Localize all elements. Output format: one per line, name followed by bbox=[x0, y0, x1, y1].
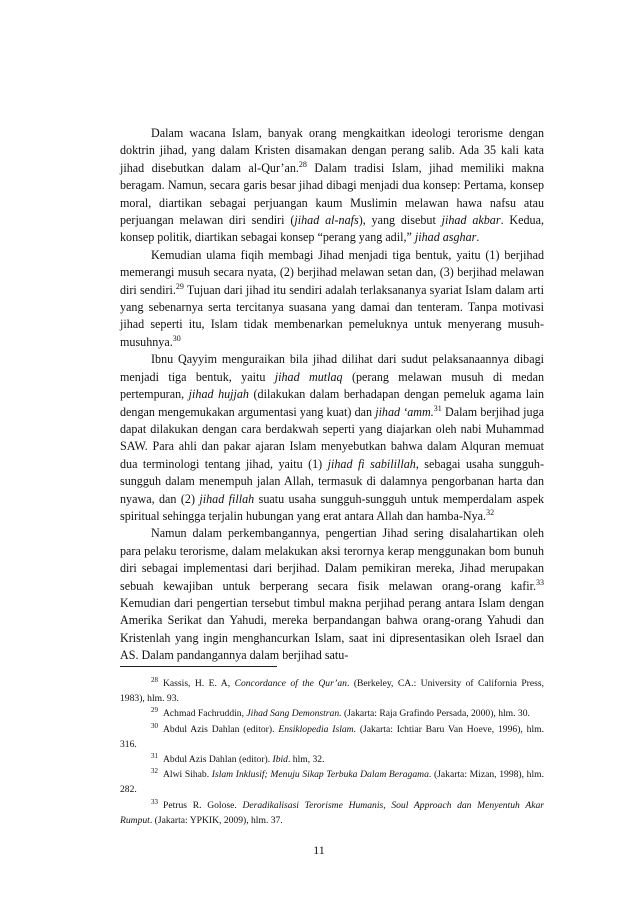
text-run: ), yang disebut bbox=[358, 213, 442, 228]
text-run: Kemudian ulama fiqih membagi Jihad menjadi tiga bentuk, yaitu (1) berjihad memerangi musuh secara nyata, (2) berjihad melawan setan dan, (3) berjihad melawan diri sendiri. bbox=[120, 247, 544, 297]
text-run: Dalam wacana Islam, banyak orang mengkaitkan ideologi terorisme dengan doktrin jihad, yang dalam Kristen disamakan dengan perang salib. Ada 35 kali kata jihad disebutkan dalam al-Qur’an. bbox=[120, 126, 544, 175]
text-run: (Jakarta: Raja Grafindo Persada, 2000), hlm. 30. bbox=[341, 708, 530, 720]
footnote-marker: 29 bbox=[175, 281, 184, 291]
text-run: . hlm, 32. bbox=[287, 754, 325, 766]
italic-term: Concordance of the Qur’an bbox=[234, 678, 347, 689]
footnote-marker: 30 bbox=[151, 721, 158, 730]
text-run: Petrus R. Golose. bbox=[163, 799, 243, 811]
footnotes bbox=[120, 676, 544, 828]
text-run: . (Berkeley, CA.: University of California Press, 1983), hlm. 93. bbox=[120, 678, 544, 705]
body-paragraph bbox=[120, 125, 544, 247]
italic-term: Ibid bbox=[272, 754, 288, 766]
footnote bbox=[120, 722, 544, 752]
italic-term: jihad akbar bbox=[441, 213, 501, 228]
text-run: (perang melawan musuh di medan pertempuran, bbox=[120, 369, 544, 402]
text-run: , sebagai usaha sungguh-sungguh dalam menempuh jalan Allah, termasuk di dalamnya pengorbanan harta dan nyawa, dan (2) bbox=[120, 456, 544, 506]
text-run: Kemudian dari pengertian tersebut timbul makna perjihad perang antara Islam dengan Amerika Serikat dan Yahudi, mereka berpandangan bahwa orang-orang Yahudi dan Kristenlah yang ingin menghancurkan Islam, saat ini dipresentasikan oleh Israel dan AS. Dalam pandangannya dalam berjihad satu- bbox=[120, 595, 544, 663]
footnote-marker: 29 bbox=[151, 706, 158, 715]
text-run: Abdul Azis Dahlan (editor). bbox=[163, 754, 273, 766]
footnote bbox=[120, 798, 544, 828]
footnote-marker: 32 bbox=[486, 507, 495, 517]
italic-term: Deradikalisasi Terorisme Humanis, Soul Approach dan Menyentuh Akar Rumput bbox=[120, 799, 544, 826]
footnote bbox=[120, 676, 544, 706]
footnote-marker: 33 bbox=[151, 797, 158, 806]
footnote bbox=[120, 752, 544, 767]
text-run: Kassis, H. E. A, bbox=[163, 678, 235, 689]
text-run: Tujuan dari jihad itu sendiri adalah terlaksananya syariat Islam dalam arti yang sebenarnya serta tercitanya suasana yang damai dan tenteram. Tanpa motivasi jihad seperti itu, Islam tidak membenarkan pemeluknya untuk menyerang musuh-musuhnya. bbox=[120, 282, 544, 349]
body-text bbox=[120, 125, 544, 665]
italic-term: Islam Inklusif; Menuju Sikap Terbuka Dalam Beragama bbox=[211, 769, 429, 781]
footnote bbox=[120, 706, 544, 721]
footnote-separator bbox=[120, 666, 277, 667]
text-run: (Jakarta: Ichtiar Baru Van Hoeve, 1996), hlm. 316. bbox=[120, 723, 544, 750]
italic-term: jihad fillah bbox=[199, 491, 255, 506]
text-run: Alwi Sihab. bbox=[163, 769, 212, 781]
body-paragraph bbox=[120, 525, 544, 664]
text-run: Abdul Azis Dahlan (editor). bbox=[163, 723, 279, 735]
italic-term: Jihad Sang Demonstran. bbox=[246, 708, 342, 720]
italic-term: jihad ‘amm. bbox=[375, 404, 434, 419]
footnote-marker: 31 bbox=[151, 752, 158, 761]
text-run: . (Jakarta: YPKIK, 2009), hlm. 37. bbox=[149, 814, 283, 826]
italic-term: jihad al-nafs bbox=[294, 213, 359, 228]
italic-term: Ensiklopedia Islam. bbox=[278, 723, 356, 735]
text-run: Achmad Fachruddin, bbox=[163, 708, 247, 720]
italic-term: jihad hujjah bbox=[188, 387, 249, 402]
text-run: suatu usaha sungguh-sungguh untuk memperdalam aspek spiritual sehingga terjalin hubungan yang erat antara Allah dan hamba-Nya. bbox=[120, 491, 544, 523]
body-paragraph bbox=[120, 351, 544, 525]
text-run: Ibnu Qayyim menguraikan bila jihad dilihat dari sudut pelaksanaannya dibagi menjadi tiga bentuk, yaitu bbox=[120, 352, 544, 384]
footnote-marker: 31 bbox=[433, 403, 442, 413]
footnote-marker: 28 bbox=[151, 676, 158, 684]
footnote-marker: 33 bbox=[536, 577, 544, 587]
footnote-marker: 28 bbox=[298, 159, 307, 169]
text-run: (dilakukan dalam berhadapan dengan pemeluk agama lain dengan mengemukakan argumentasi yang kuat) dan bbox=[120, 387, 544, 419]
body-paragraph bbox=[120, 247, 544, 351]
italic-term: jihad mutlaq bbox=[274, 369, 343, 384]
text-run: . bbox=[476, 230, 480, 245]
text-run: Dalam berjihad juga dapat dilakukan dengan cara berdakwah seperti yang diajarkan oleh nabi Muhammad SAW. Para ahli dan pakar ajaran Islam menyebutkan bahwa dalam Alquran memuat dua terminologi tentang jihad, yaitu (1) bbox=[120, 404, 544, 471]
text-run: Dalam tradisi Islam, jihad memiliki makna beragam. Namun, secara garis besar jihad dibagi menjadi dua konsep: Pertama, konsep moral, diartikan sebagai perjuangan kaum Muslimin melawan hawa nafsu atau perjuangan melawan diri sendiri ( bbox=[120, 160, 544, 228]
text-run: . (Jakarta: Mizan, 1998), hlm. 282. bbox=[120, 769, 544, 796]
footnote-marker: 32 bbox=[151, 767, 158, 776]
page-number: 11 bbox=[313, 843, 325, 857]
italic-term: jihad asghar bbox=[414, 230, 477, 245]
footnote bbox=[120, 767, 544, 797]
italic-term: jihad fi sabilillah bbox=[327, 456, 416, 471]
footnote-marker: 30 bbox=[172, 333, 181, 343]
text-run: . Kedua, konsep politik, diartikan sebagai konsep “perang yang adil,” bbox=[120, 213, 544, 245]
text-run: Namun dalam perkembangannya, pengertian Jihad sering disalahartikan oleh para pelaku terorisme, dalam melakukan aksi terornya kerap menggunakan bom bunuh diri sebagai implementasi dari berjihad. Dalam pemikiran mereka, Jihad merupakan sebuah kewajiban untuk berperang secara fisik melawan orang-orang kafir. bbox=[120, 526, 544, 593]
